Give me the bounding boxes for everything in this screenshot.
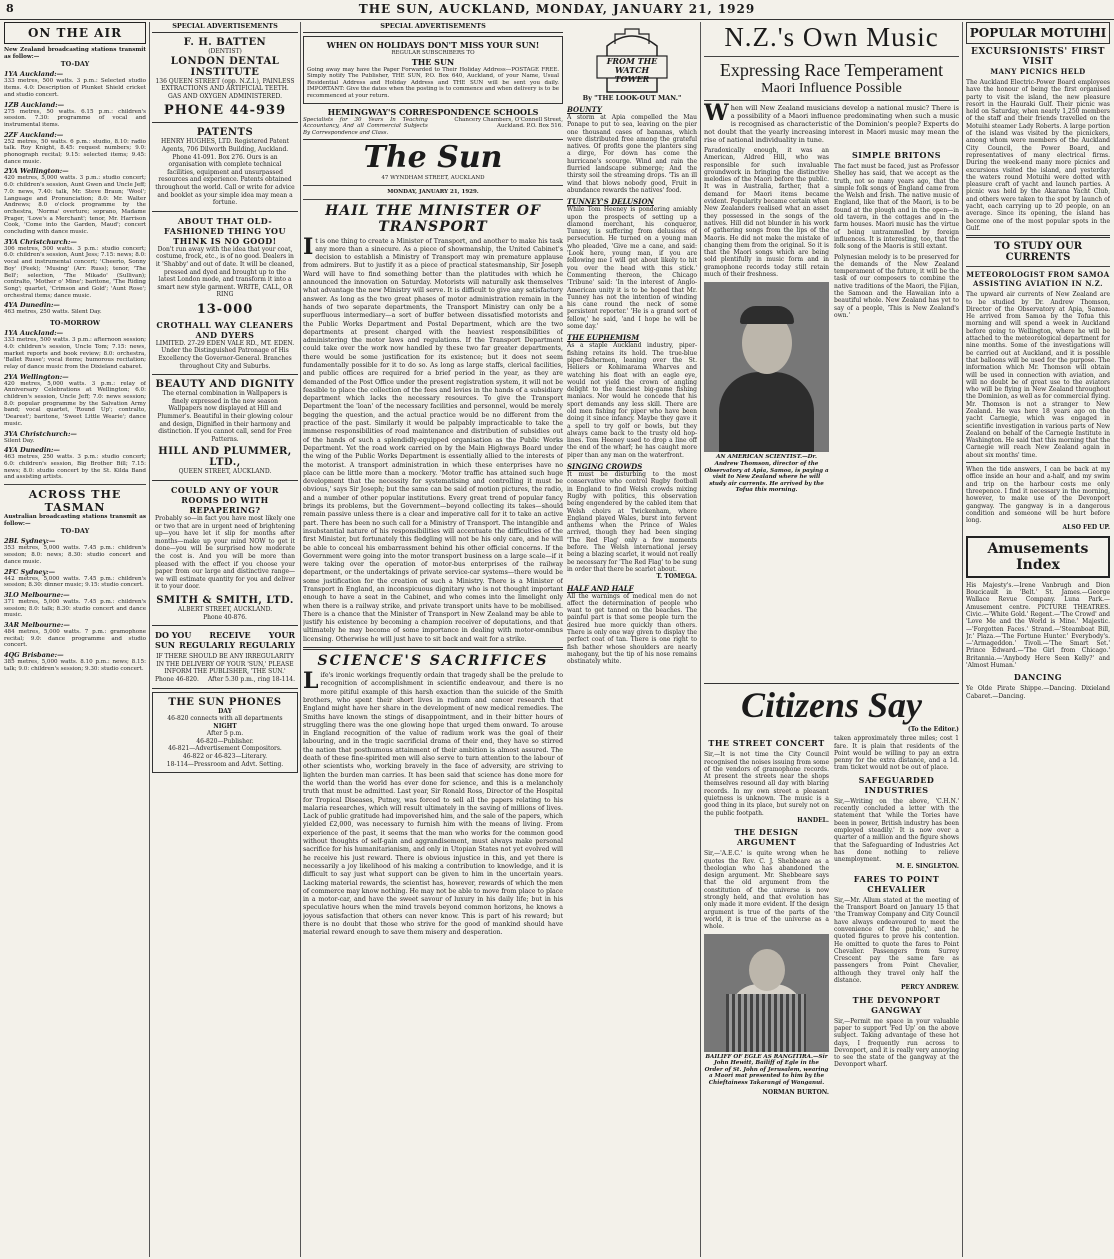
ad-subtitle: (DENTIST) xyxy=(208,48,242,55)
station-text: 333 metres, 500 watts. 3 p.m.: Selected studio items. 4.0: Description of Plunket Shield cricket and studio concert. xyxy=(4,78,146,98)
station-name: 4YA Dunedin:— xyxy=(4,301,60,310)
station-name: 1YA Auckland:— xyxy=(4,329,64,338)
editorial-headline: HAIL THE MINISTER OF TRANSPORT xyxy=(325,202,541,235)
currents-title: TO STUDY OUR CURRENTS xyxy=(993,241,1083,264)
station-text: 275 metres, 50 watts. 6.15 p.m.: children's session. 7.30: programme of vocal and instrumental items. xyxy=(4,108,146,128)
ad-name: HILL AND PLUMMER, LTD., xyxy=(158,446,292,469)
ad-text: The eternal combination in Wallpapers is finely expressed in the new season Wallpapers now displayed at Hill and Plummer's. Beautiful in their glowing colour and design, Dignified in their harmony and distinction. If you cannot call, send for Free Patterns. xyxy=(157,390,293,443)
station-name: 4QG Brisbane:— xyxy=(4,651,64,660)
station-text: 420 metres, 5,000 watts. 3 p.m.: studio concert; 6.0: children's session, Aunt Gwen and Uncle Jeff; 7.0: news, 7.40: talk, Mr. Steve Braun; 'Wool'; Language and Pronunciation; 8.0: Mr. Walter Andrews; 8.0 o'clock programme by the orchestra, 'Norma' overture; soprano, Madame Prager, 'Love's a Merchant'; tenor, Mr. Harrison Cook, 'Come into the Garden, Maud'; concert concluding with dance music. xyxy=(4,175,146,236)
station-text: Silent Day. xyxy=(4,437,35,444)
radio-intro: New Zealand broadcasting stations transmit as follow:— xyxy=(4,47,146,60)
currents-sub: METEOROLOGIST FROM SAMOA xyxy=(966,270,1110,280)
radio-title: ON THE AIR xyxy=(4,22,146,44)
station-text: 371 metres, 5,000 watts. 7.45 p.m.: children's session; 8.0: talk; 8.30: studio concert and dance music. xyxy=(4,598,146,619)
ad-hill xyxy=(152,375,298,481)
ad-text: 136 QUEEN STREET (opp. N.Z.I.), PAINLESS EXTRACTIONS AND ARTIFICIAL TEETH. GAS AND OXYGEN ADMINISTERED. xyxy=(155,77,295,100)
masthead-title: THE SUN, AUCKLAND, MONDAY, JANUARY 21, 1929 xyxy=(358,2,756,16)
ad-sun-phones xyxy=(152,692,298,774)
nz-music-article xyxy=(704,22,959,682)
station-name: 3LO Melbourne:— xyxy=(4,590,70,599)
sun-text: REGULARLY xyxy=(179,640,236,651)
ad-title: PATENTS xyxy=(196,127,254,139)
holiday-title: WHEN ON HOLIDAYS DON'T MISS YOUR SUN! xyxy=(326,40,540,50)
sun-text: RECEIVE xyxy=(209,630,251,641)
holiday-notice xyxy=(303,36,563,104)
ad-phone-after: After 5.30 p.m., ring 18-114. xyxy=(207,675,295,683)
ad-address: ALBERT STREET, AUCKLAND. xyxy=(177,605,273,613)
station-text: 353 metres, 5,000 watts. 7.45 p.m.: children's session; 8.0: news; 8.30: studio concert and dance music. xyxy=(4,545,146,565)
page-number: 8 xyxy=(6,2,15,15)
science-headline: SCIENCE'S SACRIFICES xyxy=(317,653,549,670)
station-name: 2ZF Auckland:— xyxy=(4,130,64,139)
ad-phone: PHONE 44-939 xyxy=(163,103,287,119)
letter-signature: PERCY ANDREW. xyxy=(900,984,959,992)
edition-date: MONDAY, JANUARY 21, 1929. xyxy=(387,188,479,195)
letter-signature: M. E. SINGLETON. xyxy=(896,863,959,871)
motuihi-sub2: MANY PICNICS HELD xyxy=(990,67,1086,76)
article-subtitle: Expressing Race Temperament xyxy=(719,60,944,80)
radio-tomorrow: TO-MORROW xyxy=(49,319,101,328)
radio-today: TO-DAY xyxy=(60,60,90,69)
ad-phone: Phone 46-820. xyxy=(155,675,199,683)
scientist-photo xyxy=(704,282,829,452)
article-text: Polynesian melody is to be preserved for the demands of the New Zealand temperament of the future, it will be the task of our composers to combine the native traditions of the Maori, the Fijian, the Samoan and the Hawaiian into a beautiful whole. New Zealand has yet to say of a people, 'This is New Zealand's own.' xyxy=(834,253,959,319)
letter-text: Sir,—Mr. Allum stated at the meeting of the Transport Board on January 15 that 'the Tramway Company and City Council have always endeavoured to meet the convenience of the public,' and he quoted figures to prove his contention. He omitted to quote the fares to Point Chevalier. Passengers from Surrey Crescent pay the same fare as passengers from Point Chevalier, although they travel only half the distance. xyxy=(834,896,959,985)
dancing-list: Ye Olde Pirate Shippe.—Dancing. Dixieland Cabaret.—Dancing. xyxy=(966,685,1110,700)
motuihi-text: The Auckland Electric-Power Board employees have the honour of being the first organised party to visit the island, the new pleasure resort in the Hauraki Gulf. Their picnic was held on Saturday, when nearly 1,250 members of the staff and their friends travelled on the Motuihi steamer Lady Roberts. A large portion of the island was visited by the picnickers, among whom were members of the Auckland City Council, the Power Board, and representatives of many electrical firms. During the week-end many more picnics and excursions visited the island, and yesterday the waters round Motuihi were dotted with pleasure craft of yacht and launch parties. A picnic was held by the Akarana Yacht Club, and others were taken to the spot by launch of yacht, each carrying up to 20 people, on an average. Since its opening, the island has become one of the most popular spots in the Gulf. xyxy=(966,79,1110,232)
right-column xyxy=(966,22,1110,1254)
article-lead: When will New Zealand musicians develop a national music? There is a possibility of a Maori influence predominating when such a music is recognised as characteristic of the Dominion's people? Experts do not doubt that the yearly increasing interest in Maori music may mean the rise of national individuality in tune. xyxy=(704,100,959,144)
ad-phone: Phone 40-876. xyxy=(203,613,247,621)
letters-title: Citizens Say xyxy=(740,685,923,725)
science-body: Life's ironic workings frequently ordain that tragedy shall be the prelude to recognition of accomplishment in scientific endeavour, and there is no more pitiful example of this harsh exaction than the suicide of the Smith brothers, who spent their short lives in radium and cancer research that England might have her share in the development of new medical remedies. The Smiths have known the stings of disappointment, and in their bitter hours of struggling there was the one glowing hope that urged them onward. To arouse in England recognition of the value of radium work was the goal of their labouring, and in the tragic sacrificial drama of their end, they have so stirred the nation that posthumous attainment of their ambition is almost assured. The death of these fine-spirited men will also serve to turn attention to the labour of other scientists who, working bravely in the face of adversity, are striving to lighten the burden man carries. It has been said that science has done more for the world than the world has ever done for science, and this is a melancholy truth that must be admitted. Last year, Sir Ronald Ross, Director of the Hospital for Tropical Diseases, Putney, was forced to sell all the papers relating to his malaria researches, which will result ultimately in the saving of millions of lives. Lack of public gratitude had impoverished him, and the sale of the papers, which yielded £2,000, was necessary to furnish him with the means of living. From experience of the past, it seems that the man who works for the common good without thoughts of self-gain and aggrandisement, must always make personal sacrifice for his humanitarianism, and only in Utopian States not yet evolved will he receive his just reward. There is obvious injustice in this, and yet there is necessarily a joy likelihood of his making a contribution to knowledge, and it is difficult to say just what support can be given to him in the uncertain years. Lacking material rewards, the scientist has, however, rewards of which the men of commerce may know nothing. He may not be able to move from place to place in a motor-car, and have the sweet savour of luxury in his daily life; but in his speculative hours when the mind travels beyond common horizons, he knows a joyous satisfaction that others can never know. This is part of his reward; but there is no doubt that those who strive for the good of mankind should have material reward enough to save them misery and desperation. xyxy=(303,668,563,937)
station-name: 2YA Wellington:— xyxy=(4,167,69,176)
letters-sub: (To the Editor.) xyxy=(907,726,959,733)
dancing-heading: DANCING xyxy=(1013,672,1063,683)
phones-line: 46-822 or 46-823—Literary. xyxy=(182,753,268,761)
ad-smith xyxy=(152,481,298,626)
ad-institute: LONDON DENTAL INSTITUTE xyxy=(170,55,280,78)
amusements-title: Amusements Index xyxy=(966,536,1110,578)
ad-address: QUEEN STREET, AUCKLAND. xyxy=(178,468,272,476)
ad-text: LIMITED. 27-29 EDEN VALE RD., MT. EDEN. Under the Distinguished Patronage of His Excellency the Governor-General. Branches throughout City and Suburbs. xyxy=(155,339,295,370)
sun-logo: The Sun xyxy=(363,140,503,176)
station-name: 3AR Melbourne:— xyxy=(4,621,70,630)
watchtower-signature: T. TOMEGA. xyxy=(656,573,697,581)
phones-line: 46-820—Publisher. xyxy=(196,737,254,745)
phones-label: NIGHT xyxy=(213,722,237,730)
section-heading: THE EUPHEMISM xyxy=(567,333,640,343)
letter-text: taken approximately three miles; cost 1 fare. It is plain that residents of the Point would be willing to pay an extra penny for the extra distance, and a 1d. tram ticket would not be out of place. xyxy=(834,735,959,772)
holiday-text: Going away may have the Paper Forwarded to Their Holiday Address—POSTAGE FREE. Simply notify The Publisher, THE SUN, P.O. Box 640, Auckland, of your Name, Usual Residential Address and Holiday Address and THE SUN will be sent you daily. IMPORTANT: Give the dates when the posting is to commence and when delivery is to be recommenced at your return. xyxy=(307,66,559,99)
editorial-body: It is one thing to create a Minister of Transport, and another to make his task any more than a sinecure. As a piece of showmanship, the United Cabinet's decision to establish a Ministry of Transport may win premature applause from admirers. But to justify it as a piece of practical statesmanship, Sir Joseph Ward will have to find something better than the platitudes with which he announced the innovation on Saturday. Motorists will naturally ask themselves what advantage the new Ministry will serve. It is difficult to give any satisfactory answer. As long as the two great phases of motor administration remain in the hands of two separate departments, the Transport Ministry can only be a superfluous intermediary—a sort of buffer between dissatisfied motorists and the Public Works Department and Postal Department, which are the two departments at present charged with the heaviest responsibilities of administering the motor laws and regulations. If the Transport Department could take over the work now handled by these two far greater departments, there would be some justification for its existence; but it does not seem fundamentally possible for it to do so. As long as large staffs, clerical facilities, and public offices are required for a brief period in the year, as they are demanded of the Post Office under the present registration system, it will not be feasible to place the collection of the fees and levies in the hands of a subsidiary department which lacks the necessary resources. To give the Transport Department the 'loan' of the necessary facilities and personnel, would be merely begging the question, and the actual practice would be no different from the practice of the past. Similarly it would be palpably impracticable to take the immense responsibilities of road maintenance and distribution of subsidies out of the hands of such a splendidly-equipped organisation as the Public Works Department. Yet the road work carried on by the Main Highways Board under the wing of the Public Works Department is essentially allied to the interests of the motorist. A transport administration in which these enterprises have no place can be little more than a mockery. 'Motor traffic has attained such huge development that the necessity for systematising and controlling it must be obvious,' says Sir Joseph; but the same can be said of motion pictures, the radio, and a number of other popular institutions. Every great trend of popular fancy brings its problems, but the Government—beyond collecting its takes—should remain passive unless there is a clear and imperative call for it to take an active part. There has been no such call for a Ministry of Transport. The intangible and insubstantial nature of his responsibilities will accentuate the difficulties of the first Minister, but fortunately this fledgling will not be his only care, and he will be able to conceal his embarrassment behind his other official concerns. If the Government were going into the motor transport business on a large scale—if it were taking over the operation of motor-bus enterprises of the railway department, or the undertakings of private service-car systems—there would be some justification for the creation of such a Ministry. There is a Minister of Transport in England, an inconspicuous dignitary who is not thought important enough to have a seat in the Cabinet, and who comes into the limelight only when there is a railway strike, and private transport units have to be mobilised. There is a chance that the Minister of Transport in New Zealand may be able to justify his existence by becoming a champion receiver of deputations, and that ultimately he may become of some importance in dealing with motor-omnibus licensing. Otherwise he will just have to sit back and wait for a strike. xyxy=(303,233,563,643)
ad-crothall xyxy=(152,212,298,376)
ad-sun-delivery xyxy=(152,626,298,688)
watchtower-emblem xyxy=(567,24,697,94)
currents-text: The upward air currents of New Zealand are to be studied by Dr. Andrew Thomson, Director of the Observatory at Apia, Samoa. He arrived from Samoa by the Tofua this morning and will spend a week in Auckland before going to Wellington, where he will be attached to the meteorological department for nine months. Some of the investigations will be carried out at Auckland, and it is possible that balloons will be used for the purpose. The information which Mr. Thomson will obtain will be used in connection with aviation, and will no doubt be of great use to the aviators who will be flying in New Zealand throughout the Dominion, as well as for commercial flying. Mr. Thomson is not a stranger to New Zealand. He was here 18 years ago on the yacht Carnegie, which was engaged in scientific investigation in various parts of New Zealand on behalf of the Carnegie Institute in Washington. He said that this morning that the Carnegie will reach New Zealand again in about six months' time. xyxy=(966,291,1110,459)
hemingway-title: HEMINGWAY'S CORRESPONDENCE SCHOOLS xyxy=(327,106,539,117)
sun-text: REGULARLY xyxy=(239,640,295,651)
section-text: As a staple Auckland industry, piper-fishing retains its hold. The true-blue piper-fishermen, leaning over the St. Heliers or Kohimarama Wharves and watching his float with an eagle eye, would not yield the crown of angling delight to the fanciest big-game fishing maniacs. Nor would he concede that his sport demands any less skill. There are old men fishing for piper who have been doing it since infancy. Maybe they gave it a spell to try golf or bowls, but they always came back to the trusty old hop-lines. Tom Heeney used to drop a line off the end of the wharf; he has caught more piper than any man on the waterfront. xyxy=(567,342,697,459)
holiday-sub: REGULAR SUBSCRIBERS TO xyxy=(391,50,475,56)
station-name: 2FC Sydney:— xyxy=(4,567,56,576)
station-name: 1YA Auckland:— xyxy=(4,70,64,79)
currents-sub2: ASSISTING AVIATION IN N.Z. xyxy=(972,279,1104,289)
editorial-column xyxy=(303,22,563,1254)
station-name: 1ZB Auckland:— xyxy=(4,100,65,109)
tasman-intro: Australian broadcasting stations transmit as follow:— xyxy=(4,514,146,527)
letter-heading: FARES TO POINT CHEVALIER xyxy=(853,873,940,894)
hemingway-left: Specialists for 30 Years In Teaching Accountancy, And all Commercial Subjects By Correspondence and Class. xyxy=(303,116,428,136)
section-heading: SIMPLE BRITONS xyxy=(851,150,942,160)
section-heading: SINGING CROWDS xyxy=(567,462,643,472)
letter-heading: THE STREET CONCERT xyxy=(708,738,825,749)
sun-text: SUN xyxy=(155,640,176,651)
letter-text: Sir,—Writing on the above, 'C.H.N.' recently concluded a letter with the statement that 'while the Tories have been in power, British industry has been employed steadily.' It is now over a quarter of a million and the figure shows that the Safeguarding of Industries Act has done nothing to relieve unemployment. xyxy=(834,797,959,864)
station-text: 252 metres, 50 watts. 6 p.m.: studio, 8.10: radio talk. Roy Knight, 8.45: request numbers; 9.0: phonograph recital; 9.15: selected items; 9.45: dance music. xyxy=(4,138,146,165)
phones-line: 46-820 connects with all departments xyxy=(167,715,283,723)
ad-name: F. H. BATTEN xyxy=(183,37,267,48)
sun-text: YOUR xyxy=(268,630,295,641)
letter-signature: NORMAN BURTON. xyxy=(762,1088,829,1096)
tasman-today: TO-DAY xyxy=(60,527,90,536)
station-name: 4YA Dunedin:— xyxy=(4,446,60,455)
letter-text: When the tide answers, I can be back at my office inside an hour and a-half, and my swim and trip on the harbour costs me only threepence. I find it necessary in the morning, however, to make use of the Devonport gangway. The gangway is in a dangerous condition and someone will be hurt before long. xyxy=(966,466,1110,525)
column-rule xyxy=(300,22,301,1257)
section-text: All the warnings of medical men do not affect the determination of people who want to get tanned on the beaches. The painful part is that some people turn the desired hue more quickly than others. There is only one way given to display the perfect coat of tan. There is one right to fish bather whose shoulders are nearly mahogany, but the tip of his nose remains obstinately white. xyxy=(567,592,697,666)
letter-heading: THE DESIGN ARGUMENT xyxy=(734,827,799,848)
watchtower-byline: By "THE LOOK-OUT MAN." xyxy=(582,94,682,102)
letter-signature: HANDEL. xyxy=(797,816,829,824)
ad-patents xyxy=(152,123,298,211)
watchtower-column xyxy=(567,22,697,1254)
ads-column xyxy=(152,22,298,1254)
ad-name: CROTHALL WAY CLEANERS AND DYERS xyxy=(156,319,294,340)
letter-heading: SAFEGUARDED INDUSTRIES xyxy=(858,774,935,795)
citizens-say xyxy=(704,683,959,1255)
station-text: 463 metres, 250 watts. Silent Day. xyxy=(4,309,102,316)
phones-line: 18-114—Pressroom and Advt. Setting. xyxy=(166,760,284,768)
radio-column xyxy=(4,22,146,1254)
station-name: 3YA Christchurch:— xyxy=(4,429,77,438)
article-text: The fact must be faced, just as Professor Shelley has said, that we accept as the truth, not so many years ago, that the simple folk songs of England came from the Welsh and Irish. The native music of England, like that of the Maori, is to be found at the plough and in the open—in old tavern, in the cottages and in the farm houses. Maori music has the virtue of being untrammelled by foreign influences. It is interesting, too, that the folk song of the Maoris is still extant. xyxy=(834,163,959,251)
motuihi-sub: EXCURSIONISTS' FIRST VISIT xyxy=(970,47,1106,67)
phones-line: After 5 p.m. xyxy=(206,730,244,738)
sun-text: DO YOU xyxy=(155,630,192,641)
letter-text: Sir,—'A.E.C.' is quite wrong when he quotes the Rev. C. J. Shebbeare as a theologian who has abandoned the design argument. Mr. Shebbeare says that the old argument from the constitution of the universe is now strongly held, and that evolution has only made it more evident. If the design argument is true of the parts of the world, it is true of the universe as a whole. xyxy=(704,850,829,931)
article-title: N.Z.'s Own Music xyxy=(724,22,939,52)
section-text: A storm at Apia compelled the Mau Ponape to put to sea, leaving on the pier one thousand cases of bananas, which were distributed free among the grateful natives. Of profits gone the planters sing a dirge, For down has come the hurricane's scourge. Wind and rain the flurried landscape submerge; And the thirsty soil the streaming drops. 'Tis an ill wind that blows nobody good, Fruit in abundance rewards the natives' food. xyxy=(567,114,697,194)
section-heading: BOUNTY xyxy=(567,105,602,114)
article-subtitle: Maori Influence Possible xyxy=(761,81,902,96)
column-rule xyxy=(149,22,150,1257)
amusements-list: His Majesty's.—Irene Vanbrugh and Dion Boucicault in 'Belt.' St. James.—George Wallace Revue Company. Luna Park.—Amusement centre. PICTURE THEATRES. Civic.—'White Gold.' Regent.—'The Crowd' and 'Love Me and the World is Mine.' Majestic.—'Forgotten Faces.' Strand.—'Steamboat Bill, Jr.' Plaza.—'The Fortune Hunter.' Everybody's.—'Armageddon.' Tivoli.—'The Smart Set.' Prince Edward.—'The Girl from Chicago.' Britannia.—'Anybody Here Seen Kelly?' and 'Almost Human.' xyxy=(966,581,1110,669)
station-name: 2BL Sydney:— xyxy=(4,537,56,546)
section-text: While Tom Heeney is pondering amiably upon the prospects of setting up a diamond merchant, his conqueror, Tunney, is suffering from delusions of persecution. He turned on a young man who pleaded, 'Give me a cane, and said: 'Look here, young man, if you are following me I will get about likely to hit you over the head with this stick.' Commenting thereon, the Chicago 'Tribune' said: 'In the interest of Anglo-American unity it is to be hoped that Mr. Tunney has not the intention of winding his cane round the neck of some persistent reporter.' 'He is a grand sort of fellow,' he said, 'and I hope he will be some day.' xyxy=(567,206,697,331)
hemingway-ad xyxy=(303,104,563,141)
section-heading: TUNNEY'S DELUSION xyxy=(567,197,654,207)
ad-phone: 13-000 xyxy=(196,301,254,317)
ad-text: Don't run away with the idea that your coat, costume, frock, etc., is of no good. Dealers in it 'Shabby' and out of date. It will be cleaned, pressed and dyed and brought up to the latest London mode, and transform it into a smart new style garment. WRITE, CALL, OR RING xyxy=(155,245,295,299)
station-name: 3YA Christchurch:— xyxy=(4,237,77,246)
phones-line: 46-821—Advertisement Compositors. xyxy=(168,745,282,753)
column-rule xyxy=(700,22,701,1257)
station-text: 442 metres, 5,000 watts. 7.45 p.m.: children's session; 8.30: dinner music; 9.15: studio concert. xyxy=(4,575,146,589)
station-text: 333 metres, 500 watts. 3 p.m.: afternoon session; 4.0: children's session, Uncle Tom; 7.15: news, market reports and book review; 8.0: orchestra, 'Ballet Russe'; vocal items; humorous recitation; relay of dance music from the Dixieland cabaret. xyxy=(4,337,146,370)
photo-caption: AN AMERICAN SCIENTIST.—Dr. Andrew Thomson, director of the Observatory at Apia, Samoa, is paying a visit to New Zealand where he will study air currents. He arrived by the Tofua this morning. xyxy=(704,454,829,494)
section-text: It must be disturbing to the most conservative who control Rugby football in England to find Welsh crowds mixing Rugby with politics, this observation being engendered by the cabled item that Welsh choirs at Twickenham, where England played Wales, burst into fervent anthems when the Prince of Wales arrived, though they had been singing 'The Red Flag' only a few moments before. The Welsh international jersey being a blazing scarlet, it would not really be necessary for 'The Red Flag' to be sung in order that there be scarlet about. xyxy=(567,471,697,573)
ad-batten xyxy=(152,33,298,123)
ads-header: SPECIAL ADVERTISEMENTS xyxy=(152,22,298,33)
letter-heading: THE DEVONPORT GANGWAY xyxy=(852,994,941,1015)
station-text: 306 metres, 500 watts. 3 p.m.: studio concert; 6.0: children's session, Aunt Jess; 7.15: news; 8.0: vocal and instrumental concert; 'Cheerio, Sonny Boy' (Feek); 'Musing' (Arr. Russ); tenor, 'The Bell'; selection, 'The Mikado' (Sullivan); contralto, 'Mother o' Mine'; baritone, 'The Riding Song'; quartet, 'Crimson and Gold'; 'Aunt Rose'; orchestral items; dance music. xyxy=(4,245,146,299)
station-text: 420 metres, 5,000 watts. 3 p.m.: relay of Anniversary Celebrations at Wellington; 6.0: children's session, Uncle Jeff; 7.0: news session; 8.0: popular programme by the Salvation Army band; vocal quartet, 'Round Up'; contralto, 'Dearest'; baritone, 'Sweet Little Wearie'; dance music. xyxy=(4,380,146,427)
editorial-top-header: SPECIAL ADVERTISEMENTS xyxy=(303,22,563,33)
station-text: 484 metres, 5,000 watts. 7 p.m.: gramophone recital; 9.0: dance programme and studio concert. xyxy=(4,629,146,649)
holiday-sun: THE SUN xyxy=(411,56,455,67)
letter-text: Sir,—Permit me space in your valuable paper to support 'Fed Up' on the above subject. Taking advantage of these hot days, I frequently run across to Devonport, and it is really very annoying to see the state of the gangway at the Devonport wharf. xyxy=(834,1017,959,1069)
ad-name: SMITH & SMITH, LTD. xyxy=(156,594,294,606)
phones-label: DAY xyxy=(218,707,232,715)
bailiff-photo xyxy=(704,934,829,1052)
ad-text: HENRY HUGHES, LTD. Registered Patent Agents, 706 Dilworth Building, Auckland. Phone 41-091. Box 276. Ours is an organisation with complete technical facilities, equipment and unsurpassed resources and experience. Patents obtained throughout the world. Call or write for advice and booklet as your simple idea may mean a fortune. xyxy=(155,138,295,207)
letter-signature: ALSO FED UP. xyxy=(1062,524,1110,532)
ad-title: COULD ANY OF YOUR ROOMS DO WITH REPAPERING? xyxy=(171,485,279,515)
logo-address: 47 WYNDHAM STREET, AUCKLAND xyxy=(381,175,485,182)
article-body: Paradoxically enough, it was an American, Aldred Hill, who was responsible for such invaluable groundwork in bringing the distinctive melodies of the Maori before the public. It was in Australia, farther, that a demand for Maori items became evident. Popularity became certain when New Zealanders realised what an asset they possessed in the songs of the natives. Hill did not blunder in his work of gathering songs from the lips of the Maoris. He did not make the mistake of changing them from the original. So it is that the Maori songs which are being sold plentifully in music form and in gramophone records today still retain much of their freshness. xyxy=(704,147,829,279)
tasman-title: ACROSS THE TASMAN xyxy=(28,488,122,515)
ad-text: IF THERE SHOULD BE ANY IRREGULARITY IN THE DELIVERY OF YOUR 'SUN,' PLEASE INFORM THE PUBLISHER, 'THE SUN.' xyxy=(156,653,294,676)
ad-title: ABOUT THAT OLD-FASHIONED THING YOU THINK IS NO GOOD! xyxy=(164,215,286,246)
watchtower-sign: FROM THE WATCH TOWER xyxy=(606,56,658,84)
station-name: 2YA Wellington:— xyxy=(4,372,69,381)
column-rule xyxy=(962,22,963,1257)
ad-text: Probably so—in fact you have most likely one or two that are in urgent need of brightening up—you have let it slip for months after months—make up your mind NOW to get it done—you will be surprised how moderate the cost is. And you will be more than pleased with the effect if you choose your paper from our large and distinctive range—we will estimate quantity for you and deliver it to your door. xyxy=(155,515,295,591)
motuihi-title: POPULAR MOTUIHI xyxy=(966,22,1110,44)
ad-title: THE SUN PHONES xyxy=(168,696,282,708)
station-text: 385 metres, 5,000 watts. 8.10 p.m.: news; 8.15: talk; 9.0: children's session; 9.30: studio concert. xyxy=(4,659,146,672)
ad-title: BEAUTY AND DIGNITY xyxy=(155,379,295,391)
hemingway-right: Chancery Chambers, O'Connell Street, Auckland. P.O. Box 516. xyxy=(454,116,563,130)
masthead xyxy=(0,0,1114,20)
section-heading: HALF AND HALF xyxy=(567,583,634,593)
photo-caption: BAILIFF OF EGLE AS RANGITIRA.—Sir John Hewitt, Bailiff of Egle in the Order of St. John of Jerusalem, wearing a Maori mat presented to him by the Chieftainess Takarangi of Wanganui. xyxy=(704,1053,829,1086)
letter-text: Sir,—It is not time the City Council recognised the noises issuing from some of the vendors of gramophone records. At present the streets near the shops themselves resound all day with blaring records. In my own street a pleasant quietness is unknown. The music is a good thing in its place, but surely not on the public footpath. xyxy=(704,751,829,817)
station-text: 463 metres, 250 watts. 3 p.m.: studio concert; 6.0: children's session, Big Brother Bill; 7.15: news; 8.0: studio concert by the St. Kilda Band and assisting artists. xyxy=(4,454,146,481)
